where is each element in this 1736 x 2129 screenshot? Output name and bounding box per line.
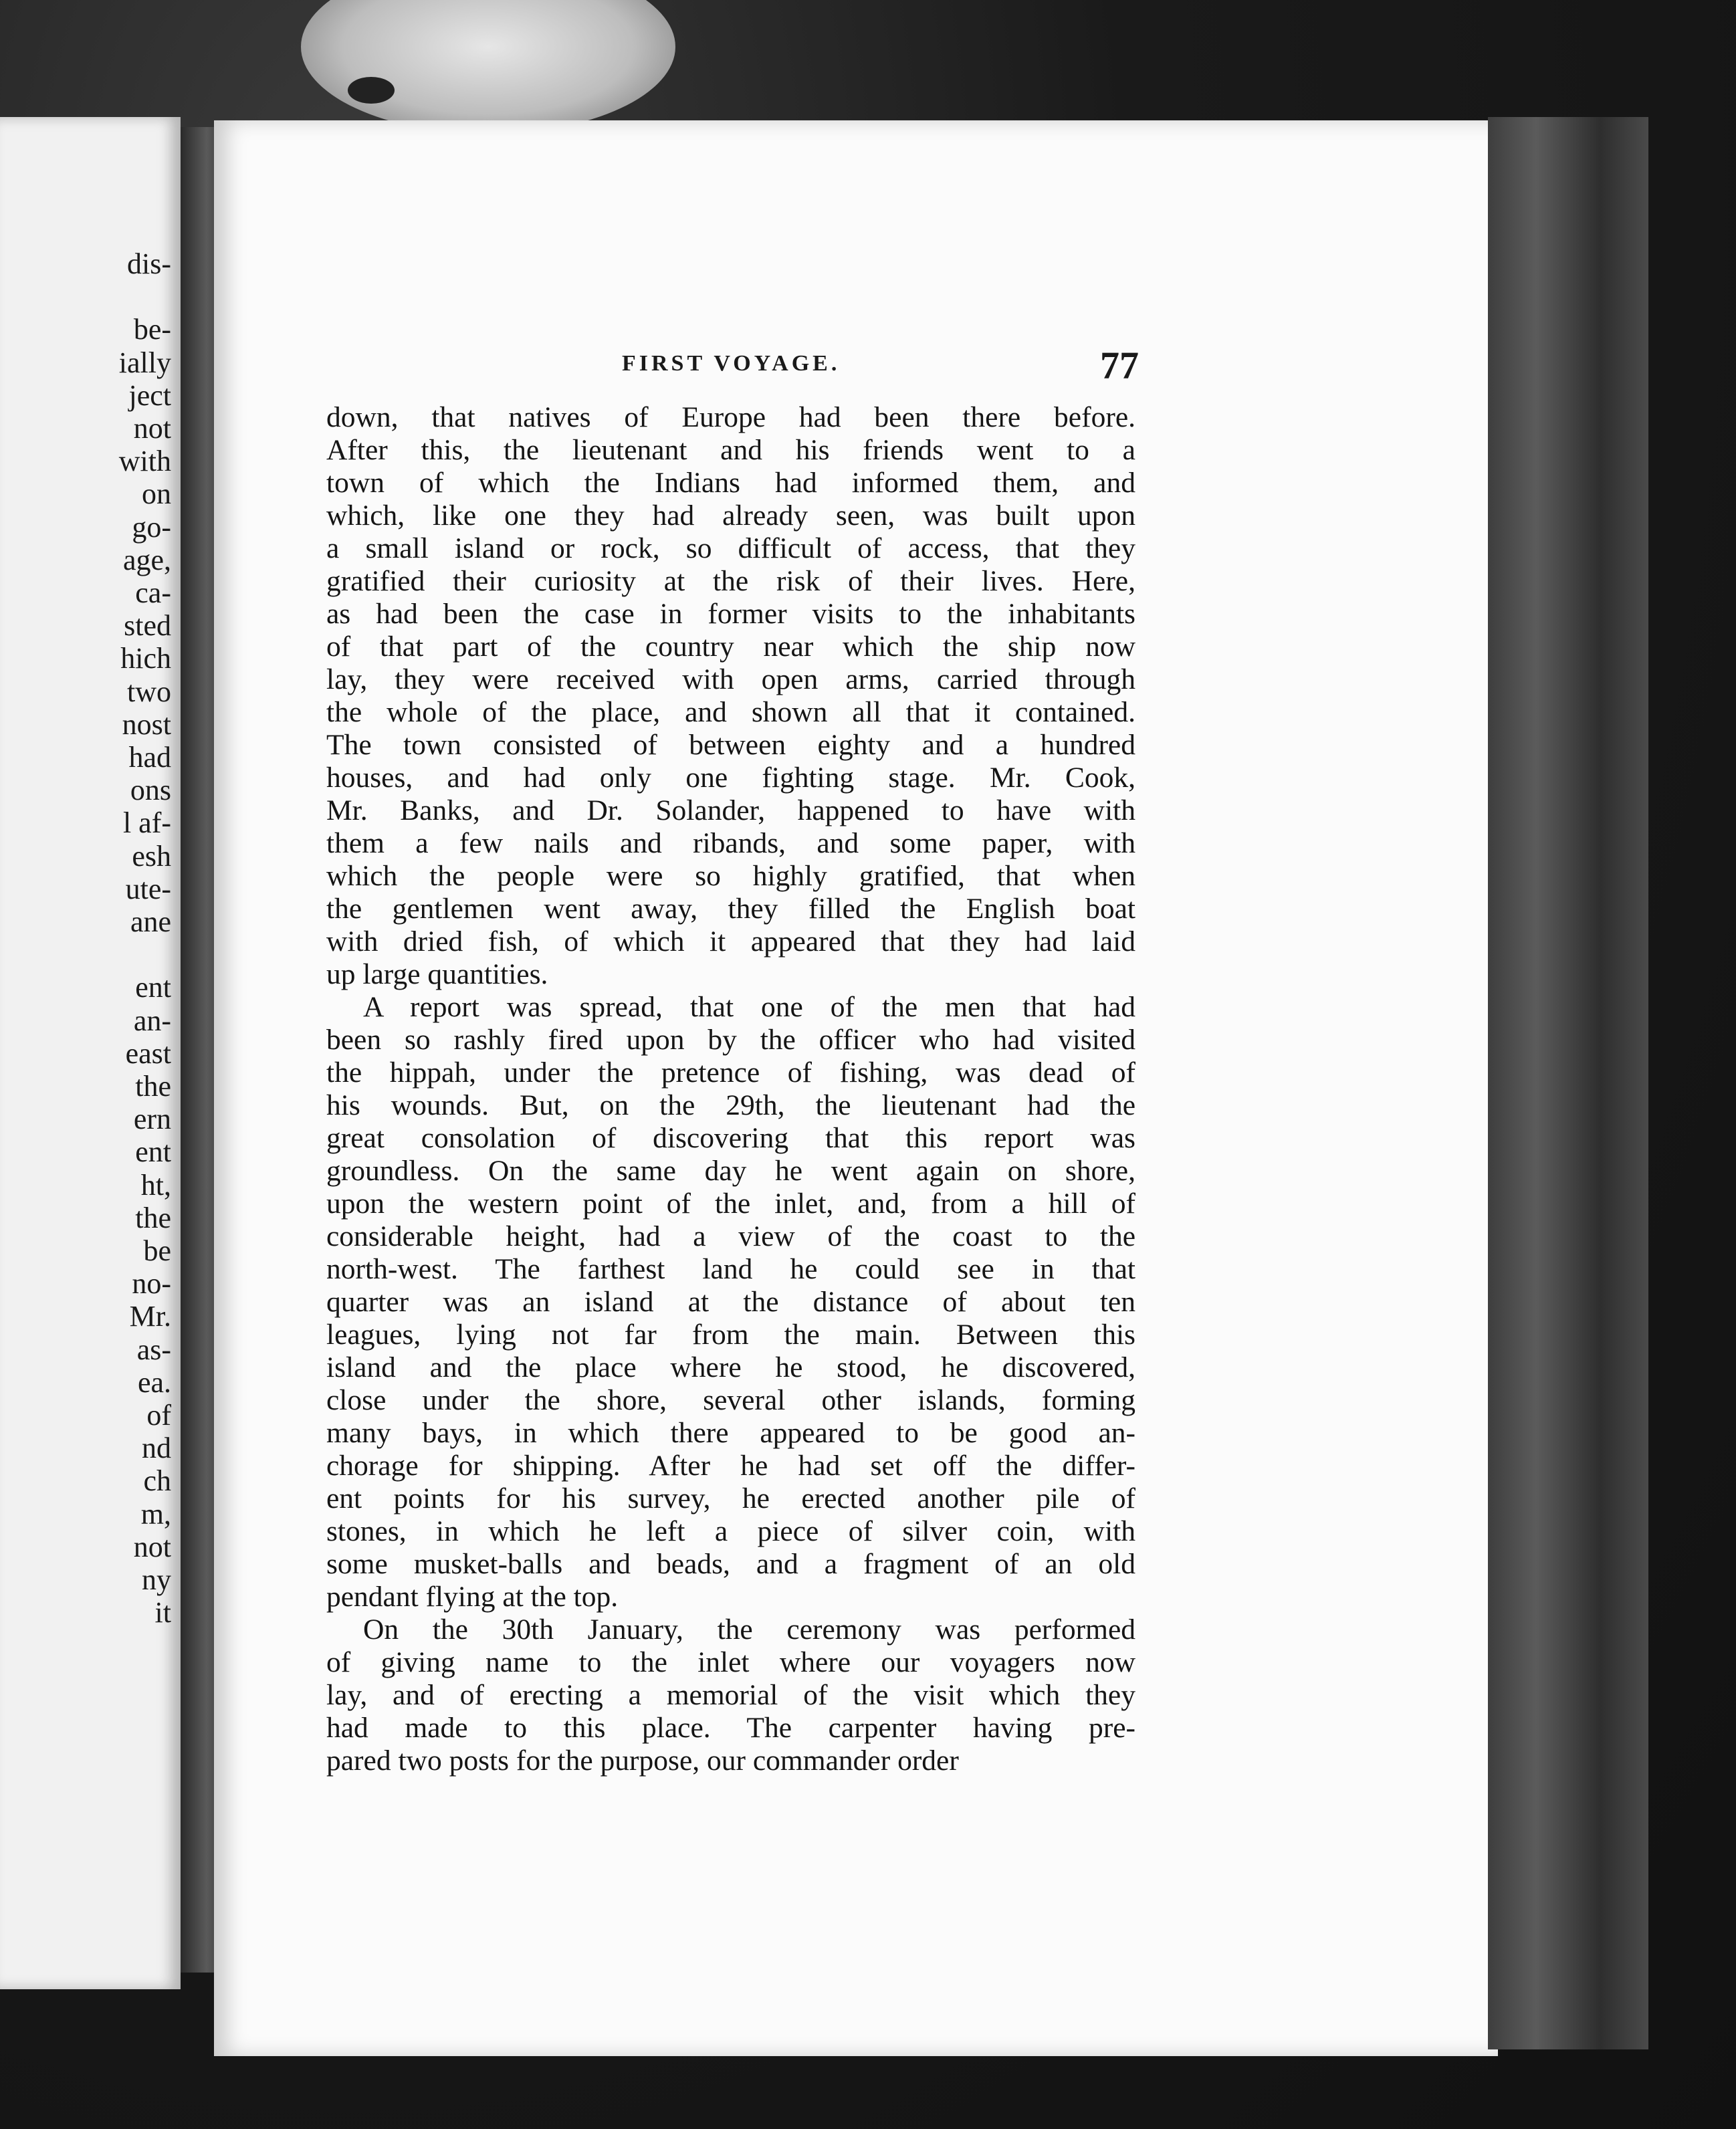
text-line: quarter was an island at the distance of about ten [326, 1286, 1135, 1318]
left-page-line: ht, [140, 1168, 171, 1202]
left-page-line: age, [122, 543, 171, 576]
text-line: pendant flying at the top. [326, 1581, 619, 1613]
left-page-line: ane [130, 905, 171, 938]
text-line: A report was spread, that one of the men that had [363, 991, 1135, 1023]
left-page-line: be- [133, 313, 171, 346]
text-line: gratified their curiosity at the risk of their lives. Here, [326, 565, 1135, 597]
left-page-line: m, [140, 1497, 171, 1531]
text-line: of that part of the country near which the ship now [326, 631, 1135, 663]
left-page-line: esh [132, 839, 171, 873]
text-line: The town consisted of between eighty and a hundred [326, 729, 1135, 761]
left-page-line: go- [132, 510, 171, 544]
body-text [326, 401, 1135, 1777]
running-title: FIRST VOYAGE. [622, 351, 841, 376]
text-line: them a few nails and ribands, and some paper, with [326, 827, 1135, 859]
text-line: considerable height, had a view of the coast to the [326, 1220, 1135, 1252]
text-line: been so rashly fired upon by the officer who had visited [326, 1024, 1135, 1056]
text-line: with dried fish, of which it appeared that they had laid [326, 925, 1135, 958]
text-line: ent points for his survey, he erected another pile of [326, 1482, 1135, 1515]
text-line: which, like one they had already seen, was built upon [326, 499, 1135, 532]
text-line: Mr. Banks, and Dr. Solander, happened to have with [326, 794, 1135, 826]
left-page-line: had [128, 741, 171, 774]
left-page-line: ons [130, 774, 171, 807]
left-page-line: ca- [135, 576, 171, 609]
left-page-line: ent [135, 1135, 171, 1169]
text-line: lay, and of erecting a memorial of the visit which they [326, 1679, 1135, 1711]
text-line: island and the place where he stood, he discovered, [326, 1351, 1135, 1383]
text-line: the gentlemen went away, they filled the English boat [326, 893, 1135, 925]
left-page-line: of [146, 1399, 171, 1432]
text-line: close under the shore, several other islands, forming [326, 1384, 1135, 1416]
left-page-line: hich [120, 642, 171, 675]
left-page-line: not [133, 412, 171, 445]
text-line: On the 30th January, the ceremony was performed [363, 1613, 1135, 1646]
running-head [0, 344, 1736, 391]
background-disc-hole [348, 77, 395, 104]
text-line: a small island or rock, so difficult of access, that they [326, 532, 1135, 564]
left-page-line: be [143, 1234, 171, 1267]
text-line: up large quantities. [326, 958, 548, 990]
text-line: town of which the Indians had informed them, and [326, 467, 1135, 499]
left-page-line: no- [132, 1267, 171, 1301]
left-page-line: the [135, 1201, 171, 1234]
left-page-line: ny [142, 1563, 171, 1596]
text-line: his wounds. But, on the 29th, the lieutenant had the [326, 1089, 1135, 1121]
text-line: pared two posts for the purpose, our commander order [326, 1745, 959, 1777]
text-line: After this, the lieutenant and his friends went to a [326, 434, 1135, 466]
left-page-line: ent [135, 971, 171, 1004]
left-page-line: l af- [122, 806, 171, 840]
text-line: had made to this place. The carpenter having pre- [326, 1712, 1135, 1744]
text-line: the hippah, under the pretence of fishing, was dead of [326, 1056, 1135, 1089]
left-page-line: dis- [127, 247, 171, 280]
left-page-line: not [133, 1530, 171, 1563]
left-page-line: Mr. [129, 1300, 171, 1333]
left-page-line: as- [136, 1333, 171, 1366]
left-page-line: east [125, 1036, 171, 1070]
text-line: which the people were so highly gratified, that when [326, 860, 1135, 892]
left-page-line: ern [133, 1103, 171, 1136]
page-number: 77 [1100, 344, 1139, 387]
text-line: down, that natives of Europe had been there before. [326, 401, 1135, 433]
left-page-line: two [127, 675, 171, 708]
text-line: many bays, in which there appeared to be good an- [326, 1417, 1135, 1449]
left-page-line: ea. [137, 1365, 171, 1399]
text-line: upon the western point of the inlet, and, from a hill of [326, 1188, 1135, 1220]
left-page-line: ch [143, 1464, 171, 1498]
left-page-line: nd [142, 1432, 171, 1465]
text-line: stones, in which he left a piece of silver coin, with [326, 1515, 1135, 1547]
left-page-line: on [142, 477, 171, 511]
left-page-line: ute- [125, 872, 171, 905]
page-edge [1488, 117, 1648, 2049]
left-page-line: with [118, 445, 171, 478]
text-line: chorage for shipping. After he had set off the differ- [326, 1450, 1135, 1482]
text-line: houses, and had only one fighting stage. Mr. Cook, [326, 762, 1135, 794]
left-page-line: an- [133, 1004, 171, 1037]
text-line: leagues, lying not far from the main. Between this [326, 1319, 1135, 1351]
text-line: some musket-balls and beads, and a fragment of an old [326, 1548, 1135, 1580]
text-line: lay, they were received with open arms, carried through [326, 663, 1135, 695]
text-line: of giving name to the inlet where our voyagers now [326, 1646, 1135, 1678]
text-line: the whole of the place, and shown all that it contained. [326, 696, 1135, 728]
text-line: groundless. On the same day he went again on shore, [326, 1155, 1135, 1187]
text-line: great consolation of discovering that this report was [326, 1122, 1135, 1154]
left-page-line: nost [122, 707, 171, 741]
left-page [0, 117, 181, 1989]
left-page-line: it [154, 1596, 171, 1630]
left-page-line: the [135, 1070, 171, 1103]
left-page-line: ject [128, 378, 171, 412]
left-page-line: sted [124, 609, 171, 643]
text-line: north-west. The farthest land he could see in that [326, 1253, 1135, 1285]
left-page-line: ially [118, 346, 171, 379]
text-line: as had been the case in former visits to the inhabitants [326, 598, 1135, 630]
